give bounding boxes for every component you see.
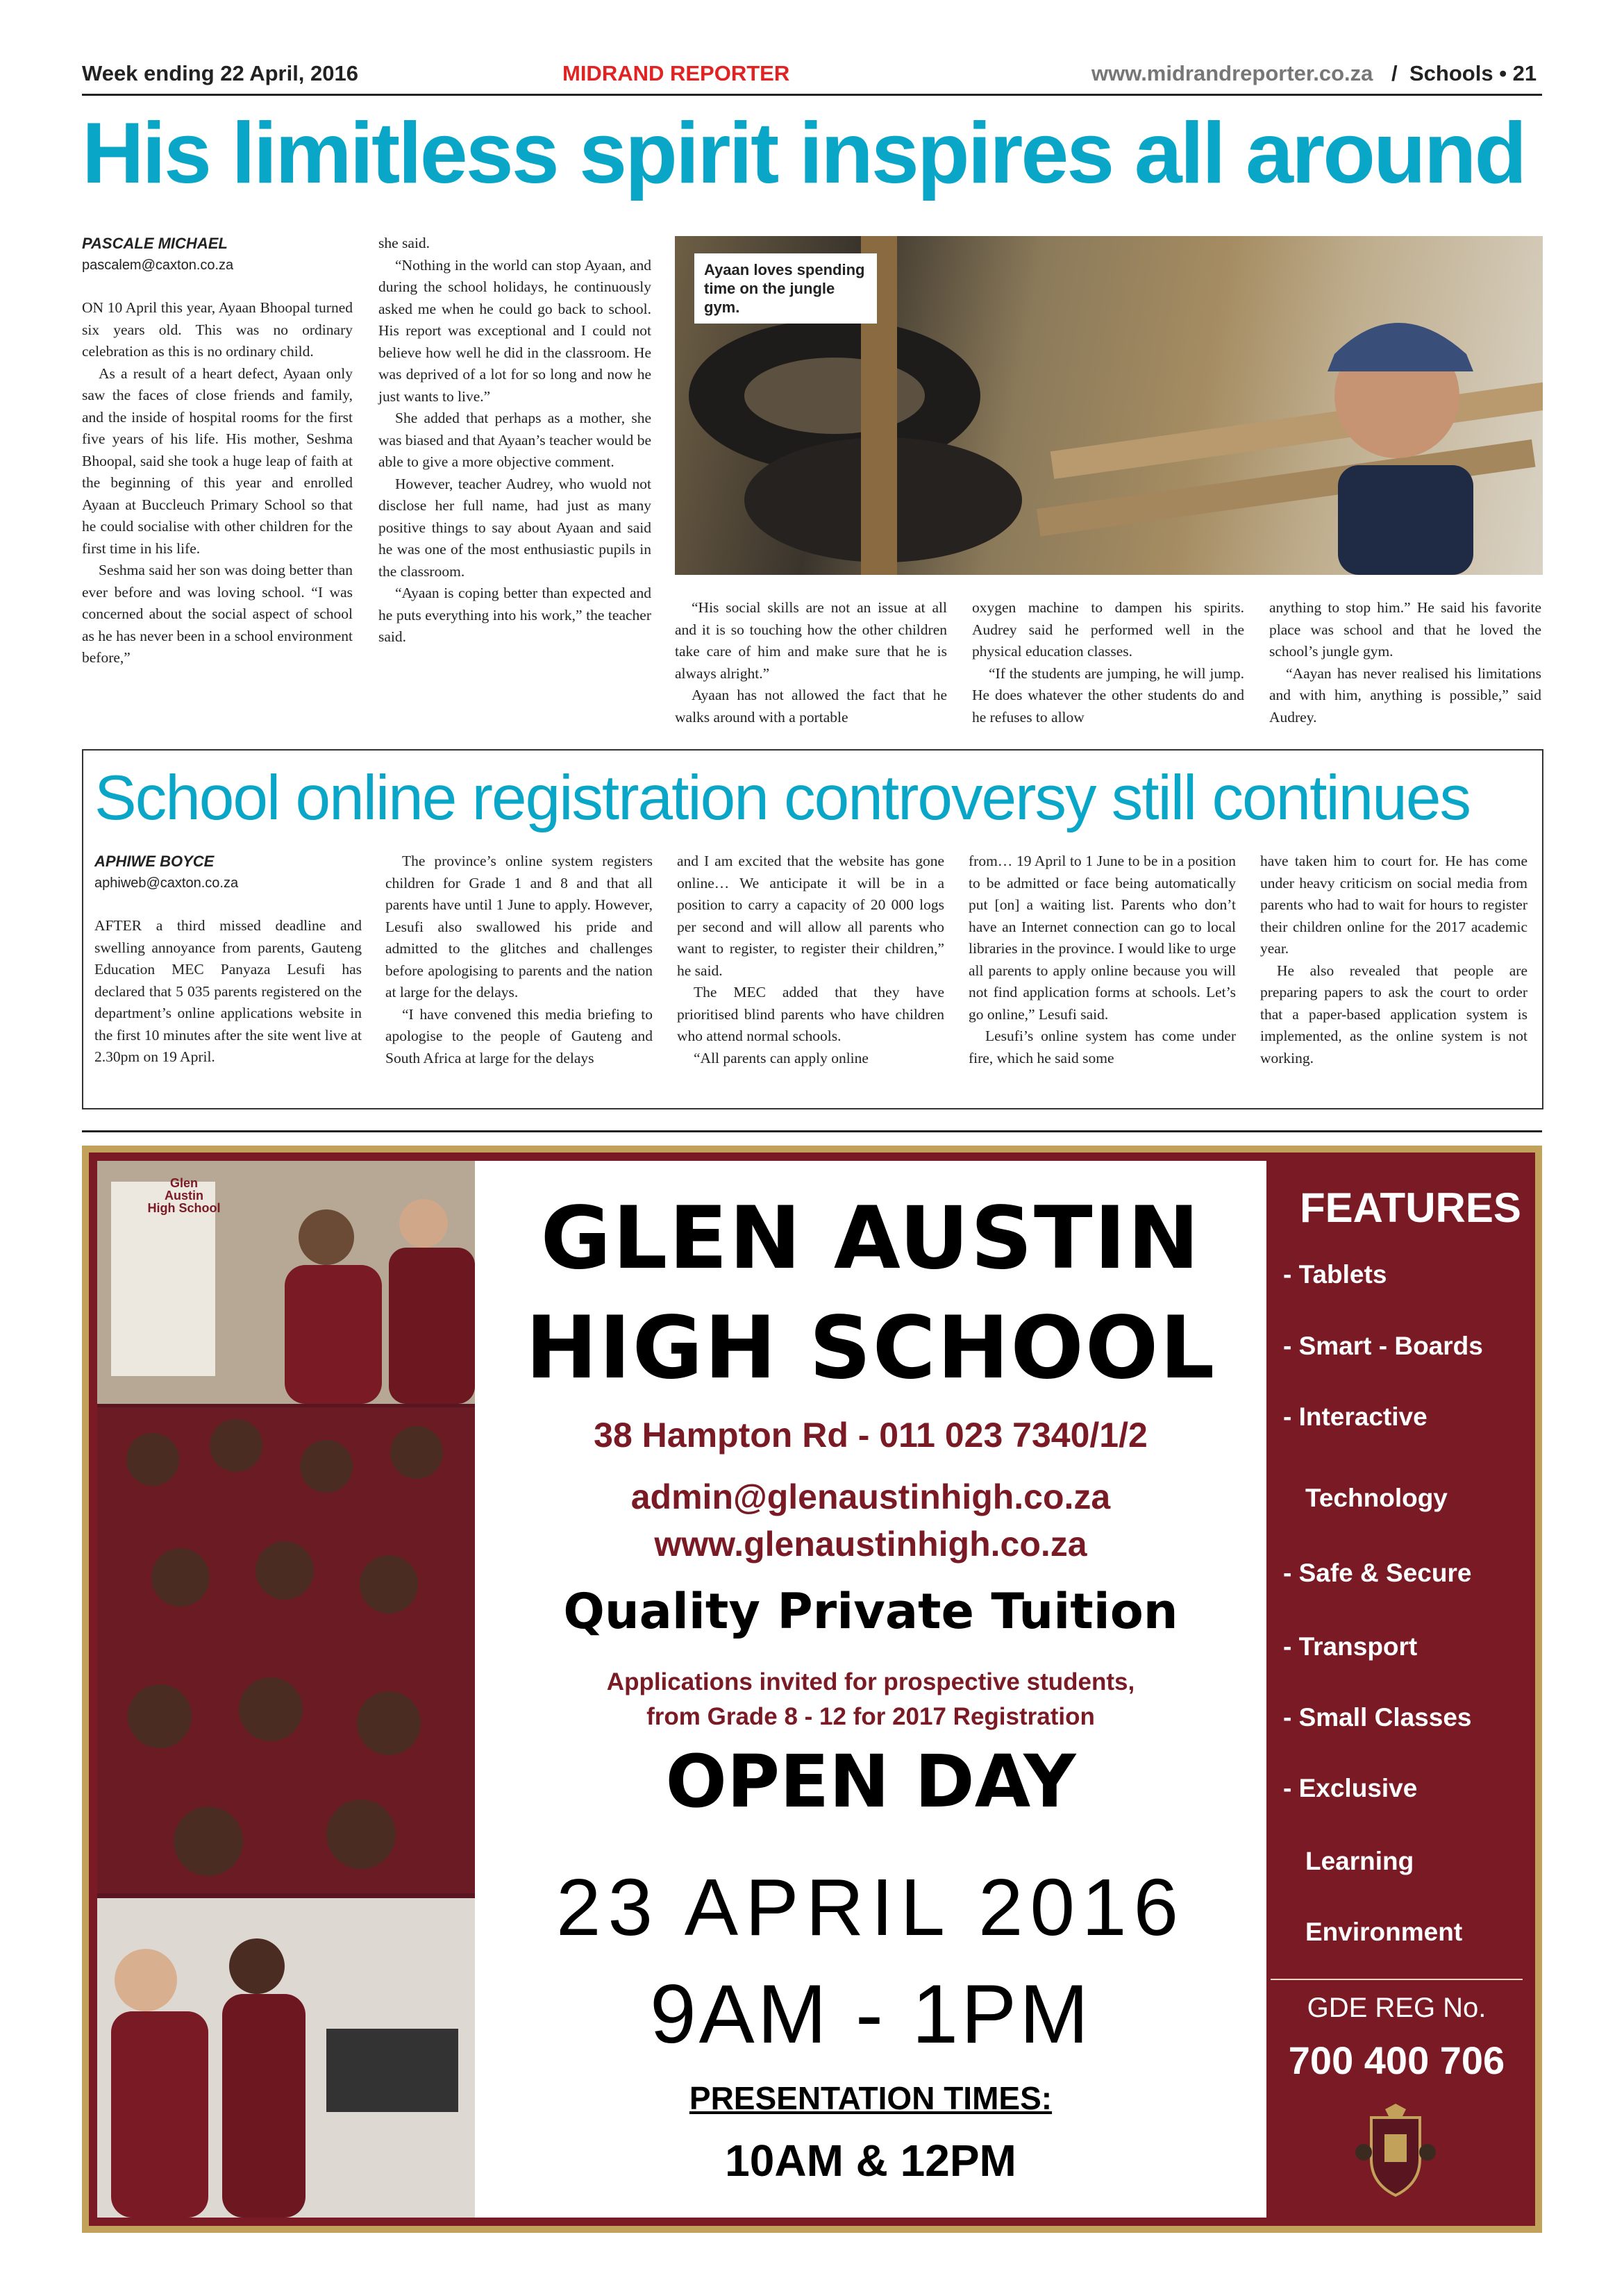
school-logo [139,1177,229,1214]
paragraph: “I have convened this media briefing to apologise to the people of Gauteng and South Africa at large for the delays [385,1005,653,1066]
school-name-line2: HIGH SCHOOL [525,1298,1216,1398]
paragraph: Ayaan has not allowed the fact that he walks around with a portable [675,687,947,726]
paragraph: “Aayan has never realised his limitations and with him, anything is possible,” said Audrey. [1269,664,1541,726]
paragraph: Seshma said her son was doing better than ever before and was loving school. “I was concerned about the social aspect of school as he has never been in a school environment before,” [82,562,353,666]
paragraph: from… 19 April to 1 June to be in a position to be admitted or face being automatically put [on] a waiting list. Parents who don’t have an Internet connection can go to local libraries in the province. I would like to urge all parents to apply online because you will not find application forms at schools. Let’s go online,” Lesufi said. [969,853,1236,1023]
feature-item: - Tablets [1283,1260,1387,1289]
issue-date: Week ending 22 April, 2016 [82,61,358,85]
reg-number: 700 400 706 [1288,2038,1505,2082]
paragraph: The province’s online system registers children for Grade 1 and 8 and that all parents have until 1 June to apply. However, Lesufi also swallowed his pride and admitted to the glitches and challenges before apologising to parents and the nation at large for the delays. [385,853,653,1000]
paragraph: As a result of a heart defect, Ayaan only saw the faces of close friends and family, and the inside of hospital rooms for the first five years of his life. His mother, Seshma Bhoopal, said she took a huge leap of faith at the beginning of this year and enrolled Ayaan at Buccleuch Primary School so that he could socialise with other children for the first time in his life. [82,364,353,557]
logo-line: Glen [169,1176,198,1190]
paragraph: anything to stop him.” He said his favorite place was school and that he loved the school’s jungle gym. [1269,599,1541,660]
paragraph: She added that perhaps as a mother, she was biased and that Ayaan’s teacher would be able to give a more objective comment. [378,410,651,470]
school-name-line1: GLEN AUSTIN [540,1189,1201,1289]
paragraph: He also revealed that people are preparing papers to ask the court to order that a paper-based application system is implemented, as the online system is not working. [1260,962,1527,1066]
article2-col3 [677,850,944,1069]
feature-item: - Safe & Secure [1283,1559,1472,1587]
open-day-time: 9AM - 1PM [649,1968,1092,2061]
article1-col4 [972,597,1244,728]
school-website[interactable]: www.glenaustinhigh.co.za [654,1525,1087,1564]
paragraph: “All parents can apply online [694,1049,869,1066]
article1-col5 [1269,597,1541,728]
paragraph: oxygen machine to dampen his spirits. Audrey said he performed well in the physical education classes. [972,599,1244,660]
article2-headline: School online registration controversy still continues [94,763,1471,833]
paragraph: ON 10 April this year, Ayaan Bhoopal turned six years old. This was no ordinary celebration as this is no ordinary child. [82,299,353,360]
students-photos-icon [97,1161,475,2218]
article1-author: PASCALE MICHAEL [82,235,228,252]
article1-col3 [675,597,947,728]
feature-item: - Exclusive [1283,1774,1418,1802]
header-rule [82,94,1542,96]
school-crest-icon [1354,2104,1437,2201]
feature-item: Learning [1305,1847,1414,1875]
features-divider [1271,1979,1523,1980]
paragraph: AFTER a third missed deadline and swelling annoyance from parents, Gauteng Education MEC Panyaza Lesufi has declared that 5 035 parents registered on the department’s online applications website in the first 10 minutes after the site went live at 2.30pm on 19 April. [94,917,362,1065]
masthead: MIDRAND REPORTER [562,61,790,85]
feature-item: - Smart - Boards [1283,1332,1483,1360]
header-separator: / [1391,61,1398,85]
feature-item: - Transport [1283,1632,1418,1661]
applications-note [475,1665,1266,1734]
school-email[interactable]: admin@glenaustinhigh.co.za [630,1477,1111,1516]
paragraph: and I am excited that the website has gone online… We anticipate it will be in a position to carry a capacity of 20 000 logs per second and will allow all parents who want to register, to register their children,” he said. [677,853,944,979]
website-url[interactable]: www.midrandreporter.co.za [1091,61,1373,85]
paragraph: “Ayaan is coping better than expected and he puts everything into his work,” the teacher said. [378,585,651,645]
applications-line: Applications invited for prospective students, [606,1668,1135,1695]
article2-email[interactable]: aphiweb@caxton.co.za [94,875,239,891]
open-day-date: 23 APRIL 2016 [555,1862,1186,1952]
logo-line: High School [147,1201,221,1215]
feature-item: Technology [1305,1484,1448,1512]
photo-caption: Ayaan loves spending time on the jungle gym. [694,253,877,324]
paragraph: However, teacher Audrey, who wuold not disclose her full name, had just as many positive things to say about Ayaan and said he was one of the most enthusiastic pupils in the classroom. [378,475,651,580]
feature-item: - Small Classes [1283,1703,1472,1732]
article1-col2 [378,233,651,648]
article1-headline: His limitless spirit inspires all around [82,106,1525,201]
school-address: 38 Hampton Rd - 011 023 7340/1/2 [594,1416,1148,1455]
applications-line: from Grade 8 - 12 for 2017 Registration [646,1703,1095,1730]
ad-photo-column [97,1161,475,2218]
features-title: FEATURES [1300,1184,1521,1231]
article1-col1 [82,233,353,669]
article2-col5 [1260,850,1527,1069]
paragraph: she said. [378,235,430,251]
feature-item: - Interactive [1283,1402,1428,1431]
article2-author: APHIWE BOYCE [94,853,215,870]
article2-col2 [385,850,653,1069]
paragraph: “If the students are jumping, he will jump. He does whatever the other students do and he refuses to allow [972,664,1244,726]
reg-label: GDE REG No. [1307,1993,1487,2023]
presentation-label: PRESENTATION TIMES: [689,2080,1053,2116]
article2-col1 [94,850,362,1069]
article2-col4 [969,850,1236,1069]
paragraph: “His social skills are not an issue at all and it is so touching how the other children take care of him and make sure that he is always alright.” [675,599,947,682]
presentation-times: 10AM & 12PM [725,2136,1016,2186]
section-page: Schools • 21 [1409,61,1537,85]
paragraph: “Nothing in the world can stop Ayaan, and during the school holidays, he continuously asked me when he could go back to school. His report was exceptional and I could not believe how well he did in the classroom. He was deprived of a lot for so long and now he just wants to live.” [378,256,651,405]
open-day-title: OPEN DAY [665,1739,1076,1824]
paragraph: Lesufi’s online system has come under fire, which he said some [969,1028,1236,1066]
paragraph: The MEC added that they have prioritised blind parents who have children who attend normal schools. [677,984,944,1044]
feature-item: Environment [1305,1918,1463,1946]
ad-tagline: Quality Private Tuition [563,1583,1178,1640]
section-rule [82,1130,1542,1132]
article1-email[interactable]: pascalem@caxton.co.za [82,257,234,273]
paragraph: have taken him to court for. He has come under heavy criticism on social media from parents who had to wait for hours to register their children online for the 2017 academic year. [1260,853,1527,957]
school-name [475,1184,1266,1403]
logo-line: Austin [165,1189,203,1203]
